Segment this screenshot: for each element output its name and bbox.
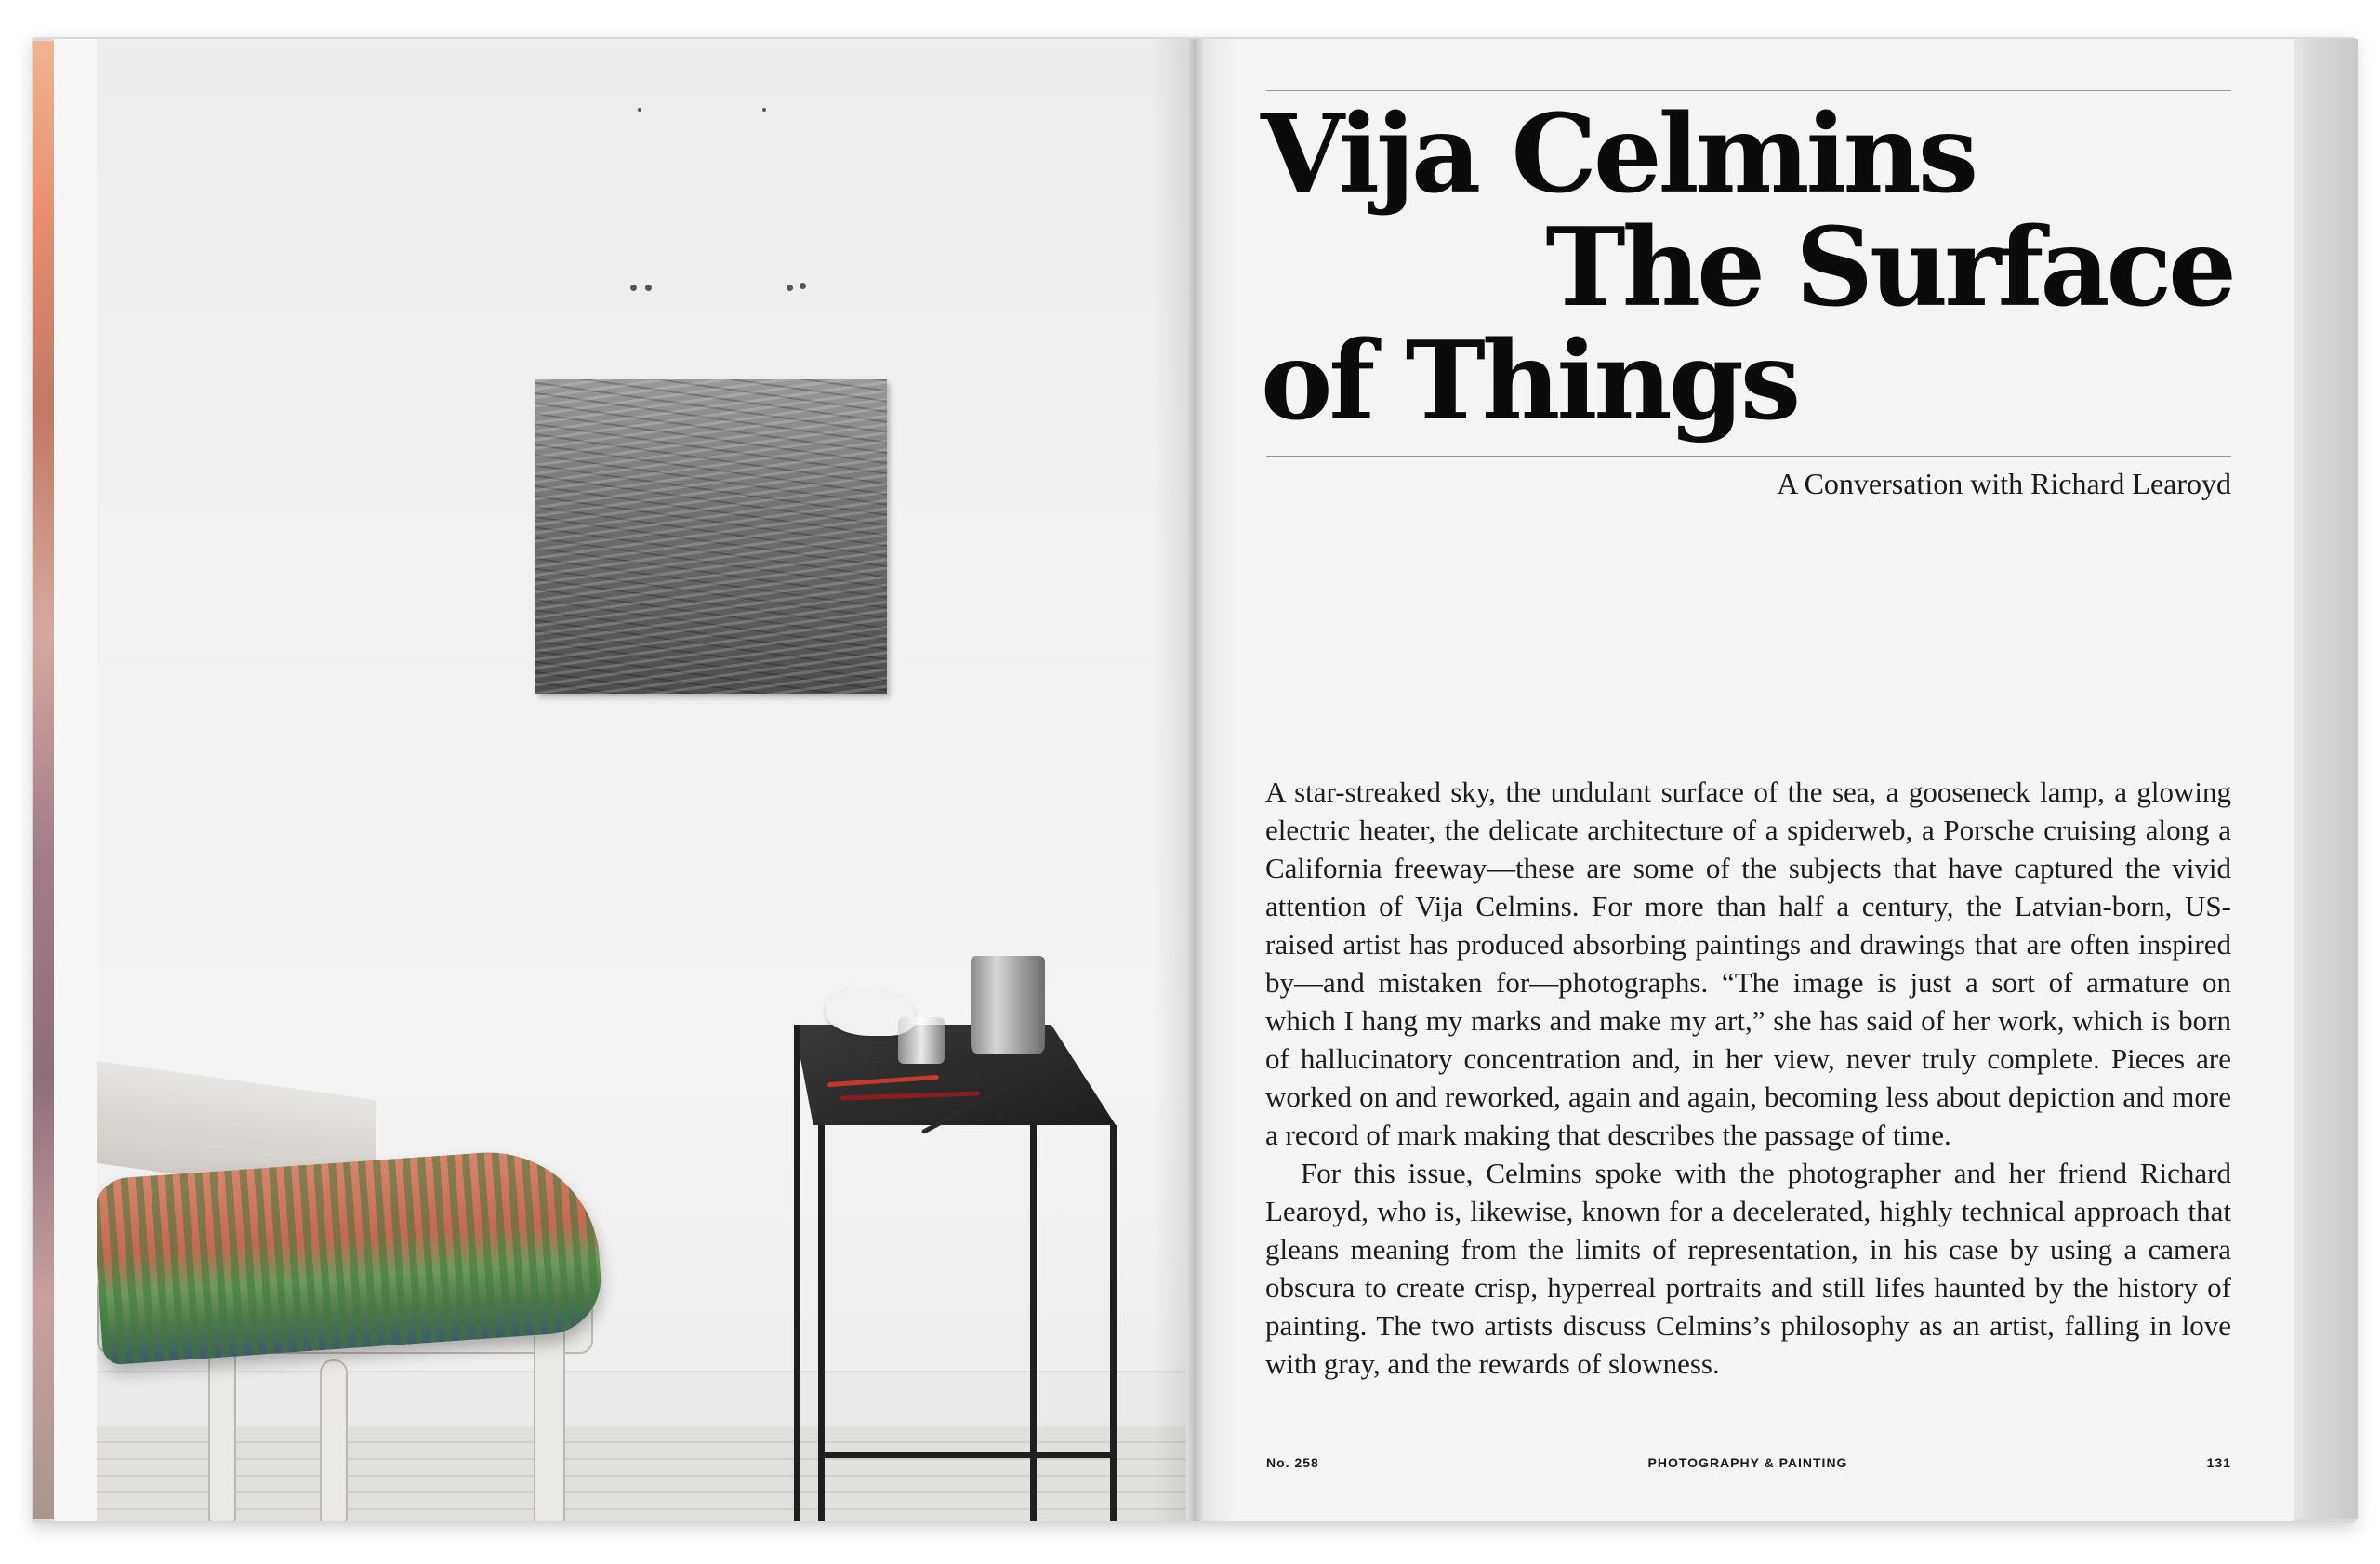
left-page-edges xyxy=(33,41,56,1519)
embroidered-cushion xyxy=(97,1145,604,1365)
title-line-1: Vija Celmins xyxy=(1261,91,1976,218)
table-leg xyxy=(1110,1125,1117,1521)
chair-leg xyxy=(320,1359,348,1521)
wall-nail-hole xyxy=(645,285,652,291)
intro-paragraph-1: A star-streaked sky, the undulant surface of the sea, a gooseneck lamp, a glowing electric heater, the delicate architecture of a spiderweb, a Porsche cruising along a California freeway—these are some of the subjects that have captured the vivid attention of Vija Celmins. For more than half a century, the Latvian-born, US-raised artist has produced absorbing paintings and drawings that are often inspired by—and mistaken for—photographs. “The image is just a sort of armature on which I hang my marks and make my art,” she has said of her work, which is born of hallucinatory concentration and, in her view, never truly complete. Pieces are worked on and reworked, again and again, becoming less about depiction and more a record of mark making that describes the passage of time. xyxy=(1265,775,2231,1151)
ocean-painting xyxy=(536,379,887,694)
table-rail xyxy=(818,1452,1116,1458)
glass-jar xyxy=(898,1017,945,1064)
baseboard xyxy=(97,1371,1186,1428)
article-subtitle: A Conversation with Richard Learoyd xyxy=(1777,467,2231,500)
wall-nail-hole xyxy=(638,108,641,112)
wall-nail-hole xyxy=(762,108,766,112)
article-intro xyxy=(1265,773,2231,1383)
chair-leg xyxy=(534,1322,565,1521)
wall-nail-hole xyxy=(800,283,806,289)
table-leg xyxy=(1030,1125,1037,1521)
table-leg xyxy=(794,1025,800,1521)
intro-paragraph-2: For this issue, Celmins spoke with the photographer and her friend Richard Learoyd, who is, likewise, known for a decelerated, highly technical approach that gleans meaning from the limits of representation, in his case by using a camera obscura to create crisp, hyperreal portraits and still lifes haunted by the history of painting. The two artists discuss Celmins’s philosophy as an artist, falling in love with gray, and the rewards of slowness. xyxy=(1265,1157,2231,1380)
wall-nail-hole xyxy=(630,285,637,291)
side-table-top xyxy=(794,1025,1116,1125)
page-number: 131 xyxy=(2206,1455,2231,1470)
title-rule xyxy=(1266,456,2231,457)
wooden-floor xyxy=(97,1426,1186,1521)
table-leg xyxy=(818,1125,825,1521)
title-line-2: The Surface xyxy=(1545,205,2233,331)
wall-nail-hole xyxy=(787,285,793,291)
paint-bucket xyxy=(971,956,1045,1054)
right-page-edges xyxy=(2293,39,2358,1519)
title-line-3: of Things xyxy=(1261,318,1798,444)
studio-photograph xyxy=(97,39,1186,1521)
section-title: PHOTOGRAPHY & PAINTING xyxy=(1647,1455,1848,1470)
issue-number: No. 258 xyxy=(1266,1455,1319,1470)
